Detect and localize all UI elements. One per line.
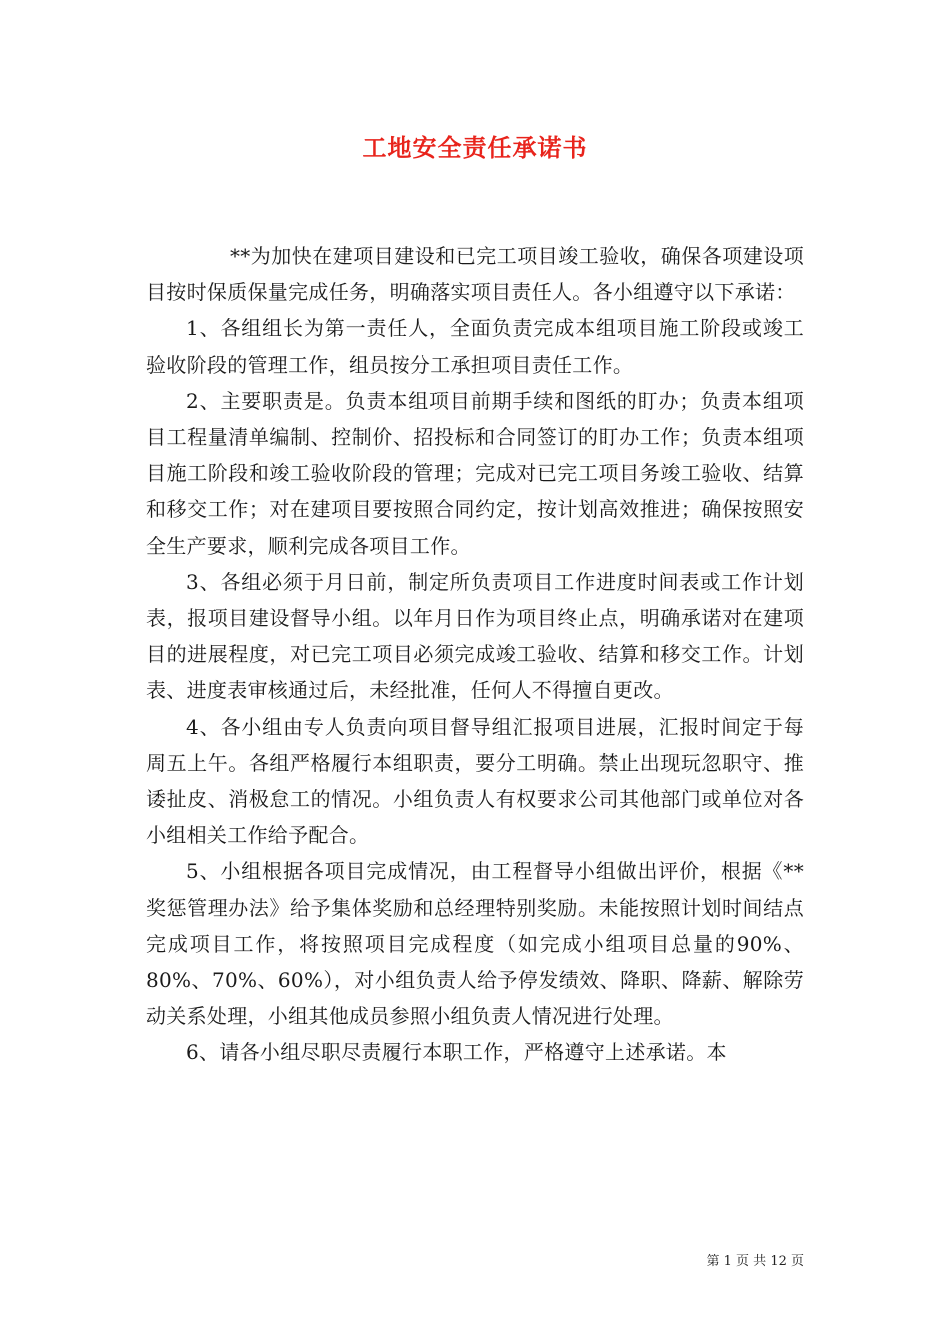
paragraph-item-6: 6、请各小组尽职尽责履行本职工作，严格遵守上述承诺。本 [186, 1040, 727, 1065]
paragraph-item-2: 2、主要职责是。负责本组项目前期手续和图纸的盯办；负责本组项目工程量清单编制、控制价、招投标和合同签订的盯办工作；负责本组项目施工阶段和竣工验收阶段的管理；完成对已完工项目务竣工验收、结算和移交工作；对在建项目要按照合同约定，按计划高效推进；确保按照安全生产要求，顺利完成各项目工作。 [146, 388, 804, 558]
document-title: 工地安全责任承诺书 [362, 133, 588, 162]
paragraph-item-3: 3、各组必须于月日前，制定所负责项目工作进度时间表或工作计划表，报项目建设督导小组。以年月日作为项目终止点，明确承诺对在建项目的进展程度，对已完工项目必须完成竣工验收、结算和移交工作。计划表、进度表审核通过后，未经批准，任何人不得擅自更改。 [146, 569, 804, 703]
paragraph-item-4: 4、各小组由专人负责向项目督导组汇报项目进展，汇报时间定于每周五上午。各组严格履行本组职责，要分工明确。禁止出现玩忽职守、推诿扯皮、消极怠工的情况。小组负责人有权要求公司其他部门或单位对各小组相关工作给予配合。 [146, 714, 804, 848]
paragraph-item-5: 5、小组根据各项目完成情况，由工程督导小组做出评价，根据《**奖惩管理办法》给予集体奖励和总经理特别奖励。未能按照计划时间结点完成项目工作，将按照项目完成程度（如完成小组项目总量的90%、80%、70%、60%），对小组负责人给予停发绩效、降职、降薪、解除劳动关系处理，小组其他成员参照小组负责人情况进行处理。 [146, 859, 804, 1029]
paragraph-item-1: 1、各组组长为第一责任人，全面负责完成本组项目施工阶段或竣工验收阶段的管理工作，组员按分工承担项目责任工作。 [146, 316, 804, 377]
paragraph-intro: **为加快在建项目建设和已完工项目竣工验收，确保各项建设项目按时保质保量完成任务，明确落实项目责任人。各小组遵守以下承诺： [146, 244, 804, 305]
document-body [146, 238, 804, 1071]
page-number-footer: 第 1 页 共 12 页 [706, 1254, 804, 1269]
